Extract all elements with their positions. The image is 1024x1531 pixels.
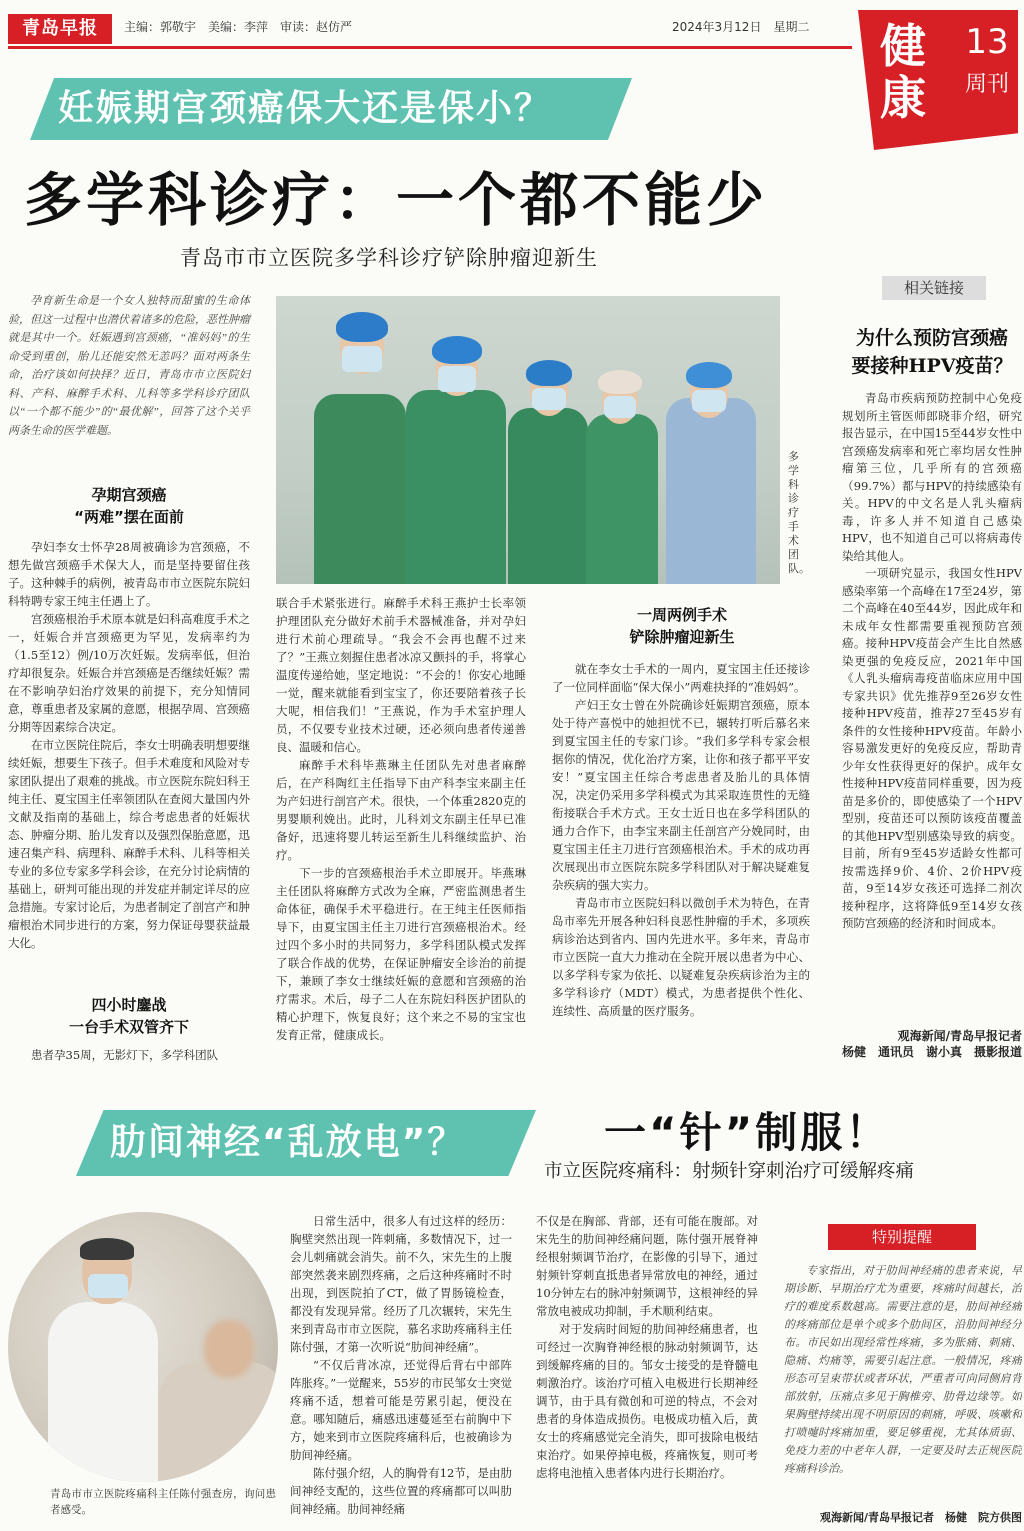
surgical-cap (336, 312, 388, 342)
paragraph: 陈付强介绍，人的胸骨有12节，是由肋间神经支配的，这些位置的疼痛都可以叫肋间神经痛。肋间神经痛 (290, 1466, 512, 1516)
patient-figure (158, 1362, 278, 1482)
surgical-cap (598, 370, 642, 394)
doctor-figure (48, 1302, 158, 1482)
surgical-cap (686, 362, 732, 388)
sidebar-title: 为什么预防宫颈癌 要接种HPV疫苗？ (851, 327, 1013, 377)
story2-headline: 一“针”制服！ (604, 1108, 891, 1157)
surgical-team-photo (276, 296, 780, 584)
reminder-text: 专家指出，对于肋间神经痛的患者来说，早期诊断、早期治疗尤为重要，疼痛时间越长，治疗的难度系数越高。需要注意的是，肋间神经痛的疼痛部位是单个或多个肋间区，沿肋间神经分布。市民如出现经常性疼痛，多为胀痛、刺痛、隐痛、灼痛等，需要引起注意。一般情况，疼痛形态可呈束带状或者环状，严重者可向同侧肩背部放射，压痛点多见于胸椎旁、肋骨边缘等。如果胸壁持续出现不明原因的刺痛，呼吸、咳嗽和打喷嚏时疼痛加重，要足够重视，尤其体质弱、免疫力差的中老年人群，一定要及时去正规医院疼痛科诊治。 (784, 1265, 1022, 1475)
related-link-tag: 相关链接 (882, 276, 986, 300)
column-f (536, 1212, 758, 1528)
issue-date: 2024年3月12日 星期二 (672, 20, 810, 34)
story2-kicker: 肋间神经“乱放电”？ (110, 1122, 466, 1163)
team-member-figure (406, 390, 506, 584)
newspaper-logo: 青岛早报 (8, 14, 112, 44)
story1-subhead: 青岛市市立医院多学科诊疗铲除肿瘤迎新生 (180, 246, 598, 270)
paragraph: 麻醉手术科毕燕琳主任团队先对患者麻醉后，在产科陶红主任指导下由产科李宝来副主任为产妇进行剖宫产术。很快，一个体重2820克的男婴顺利娩出。此时，儿科刘文东副主任早已准备好，迅速将婴儿转运至新生儿科继续监护、治疗。 (276, 758, 526, 862)
section-a-title: 孕期宫颈癌 “两难”摆在面前 (74, 486, 184, 526)
section-b-title: 四小时鏖战 一台手术双管齐下 (68, 996, 189, 1036)
special-reminder-tag: 特别提醒 (828, 1224, 976, 1250)
section-c-title: 一周两例手术 铲除肿瘤迎新生 (629, 606, 735, 646)
column-b (276, 594, 526, 1064)
editor-credits: 主编：郭敬宇 美编：李萍 审读：赵仿严 (124, 20, 353, 34)
surgical-mask (692, 390, 726, 412)
sidebar-byline: 观海新闻/青岛早报记者 杨健 通讯员 谢小真 摄影报道 (841, 1029, 1022, 1059)
paragraph: “不仅后背冰凉，还觉得后背右中部阵阵胀疼。”一觉醒来，55岁的市民邹女士突觉疼痛不适，想着可能是劳累引起，便没在意。哪知随后，痛感迅速蔓延至右前胸中下方，她来到市立医院疼痛科后，也被确诊为肋间神经痛。 (290, 1358, 512, 1462)
paragraph: 宫颈癌根治手术原本就是妇科高难度手术之一，妊娠合并宫颈癌更为罕见，发病率约为（1.5至12）例/10万次妊娠。发病率低，但治疗却很复杂。妊娠合并宫颈癌是否继续妊娠？需在不影响孕妇治疗效果的前提下，充分知情同意，尊重患者及家属的意愿，根据孕周、宫颈癌分期等因素综合决定。 (8, 612, 250, 734)
paragraph: 一项研究显示，我国女性HPV感染率第一个高峰在17至24岁，第二个高峰在40至44岁，因此成年和未成年女性都需要重视预防宫颈癌。接种HPV疫苗会产生比自然感染更强的免疫反应，2021年中国《人乳头瘤病毒疫苗临床应用中国专家共识》优先推荐9至26岁女性接种HPV疫苗，推荐27至45岁有条件的女性接种HPV疫苗。年龄小容易激发更好的免疫反应，帮助青少年女性获得更好的保护。成年女性接种HPV疫苗同样重要，因为疫苗是多价的，即使感染了一个HPV型别，疫苗还可以预防该疫苗覆盖的其他HPV型别感染导致的病变。目前，所有9至45岁适龄女性都可按需选择9价、4价、2价HPV疫苗，9至14岁女孩还可选择二剂次接种程序，这将降低9至14岁女孩预防宫颈癌的经济和时间成本。 (842, 566, 1022, 930)
paragraph: 青岛市市立医院妇科以微创手术为特色，在青岛市率先开展各种妇科良恶性肿瘤的手术，多项疾病诊治达到省内、国内先进水平。多年来，青岛市市立医院一直大力推动在全院开展以患者为中心、以多学科专家为依托、以疑难复杂疾病诊治为主的多学科诊疗（MDT）模式，为患者提供个性化、连续性、高质量的医疗服务。 (552, 896, 810, 1018)
paragraph: 下一步的宫颈癌根治手术立即展开。毕燕琳主任团队将麻醉方式改为全麻，严密监测患者生命体征，确保手术平稳进行。在王纯主任医师指导下，由夏宝国主任主刀进行宫颈癌根治术。经过四个多小时的共同努力，多学科团队模式发挥了联合作战的优势，在保证肿瘤安全诊治的前提下，兼顾了李女士继续妊娠的意愿和宫颈癌的治疗需求。术后，母子二人在东院妇科医护团队的精心护理下，恢复良好；这个来之不易的宝宝也发育正常，健康成长。 (276, 866, 526, 1042)
column-a-continued (8, 1046, 250, 1064)
paragraph: 对于发病时间短的肋间神经痛患者，也可经过一次胸脊神经根的脉动射频调节，达到缓解疼痛的目的。邹女士接受的是脊髓电刺激治疗。该治疗可植入电极进行长期神经调节，由于具有微创和可逆的特点，不会对患者的身体造成损伤。电极成功植入后，黄女士的疼痛感觉完全消失，即可拔除电极结束治疗。如果停掉电极，疼痛恢复，则可考虑将电池植入患者体内进行长期治疗。 (536, 1322, 758, 1480)
paragraph: 就在李女士手术的一周内，夏宝国主任还接诊了一位同样面临“保大保小”两难抉择的“准妈妈”。 (552, 662, 810, 694)
doctor-patient-photo (8, 1212, 278, 1482)
surgical-cap (432, 336, 482, 364)
team-member-figure (314, 394, 406, 584)
page-label: 周刊 (964, 72, 1009, 97)
column-e (290, 1212, 512, 1528)
photo-caption: 多学科诊疗手术团队。 (788, 450, 810, 575)
story1-lede: 孕育新生命是一个女人独特而甜蜜的生命体验，但这一过程中也潜伏着诸多的危险，恶性肿瘤就是其中一个。妊娠遇到宫颈癌，“准妈妈”的生命受到重创，胎儿还能安然无恙吗？面对两条生命，治疗该如何抉择？近日，青岛市市立医院妇科、产科、麻醉手术科、儿科等多学科诊疗团队以“一个都不能少”的“最优解”，回答了这个关乎两条生命的医学难题。 (8, 295, 250, 437)
team-member-figure (666, 398, 756, 584)
paragraph: 患者孕35周，无影灯下，多学科团队 (31, 1048, 219, 1062)
column-a (8, 538, 250, 988)
column-c (552, 660, 810, 1064)
story2-byline: 观海新闻/青岛早报记者 杨健 院方供图 (819, 1511, 1022, 1524)
section-name: 健康 (880, 19, 928, 125)
paragraph: 产妇王女士曾在外院确诊妊娠期宫颈癌，原本处于待产喜悦中的她担忧不已，辗转打听后慕名来到夏宝国主任的专家门诊。“我们多学科专家会根据你的情况，优化治疗方案，让你和孩子都平平安安！”夏宝国主任综合考虑患者及胎儿的具体情况，决定仍采用多学科模式为其采取连贯性的无缝衔接联合手术方式。王女士近日也在多学科团队的通力合作下，由李宝来副主任剖宫产分娩同时，由夏宝国主任主刀进行宫颈癌根治术。手术的成功再次展现出市立医院东院多学科团队对于解决疑难复杂疾病的强大实力。 (552, 698, 810, 892)
surgical-mask (438, 366, 476, 392)
masthead-rule (8, 46, 852, 49)
surgical-mask (342, 346, 382, 372)
page-number: 13 (965, 22, 1009, 62)
patient-face (204, 1320, 254, 1378)
team-member-figure (586, 414, 658, 584)
photo-caption: 青岛市市立医院疼痛科主任陈付强查房，询问患者感受。 (50, 1488, 276, 1516)
paragraph: 日常生活中，很多人有过这样的经历：胸壁突然出现一阵刺痛，多数情况下，过一会儿刺痛就会消失。前不久，宋先生的上腹部突然袭来剧烈疼痛，之后这种疼痛时不时出现，到医院拍了CT，做了胃肠镜检查，都没有发现异常。经历了几次辗转，宋先生来到青岛市市立医院，慕名求助疼痛科主任陈付强，才第一次听说“肋间神经痛”。 (290, 1214, 512, 1354)
surgical-mask (532, 388, 566, 410)
paragraph: 不仅是在胸部、背部，还有可能在腹部。对宋先生的肋间神经痛问题，陈付强开展脊神经根射频调节治疗，在影像的引导下，通过射频针穿刺直抵患者异常放电的神经，通过10分钟左右的脉冲射频调节，这根神经的异常放电被成功抑制，手术顺利结束。 (536, 1214, 758, 1318)
surgical-cap (526, 360, 572, 386)
surgical-mask (604, 396, 636, 418)
paragraph: 联合手术紧张进行。麻醉手术科王燕护士长率领护理团队充分做好术前手术器械准备，并对孕妇进行术前心理疏导。“我会不会再也醒不过来了？”王燕立刻握住患者冰凉又颤抖的手，将掌心温度传递给她，坚定地说：“不会的！你安心地睡一觉，醒来就能看到宝宝了，你还要陪着孩子长大呢，相信我们！”王燕说，作为手术室护理人员，不仅要专业技术过硬，还必须向患者传递善良、温暖和信心。 (276, 596, 526, 754)
story1-headline: 多学科诊疗：一个都不能少 (24, 166, 769, 234)
surgical-mask (88, 1274, 128, 1298)
doctor-hair (80, 1238, 134, 1260)
paragraph: 在市立医院住院后，李女士明确表明想要继续妊娠，想要生下孩子。但手术难度和风险对专家团队提出了艰难的挑战。市立医院东院妇科王纯主任、夏宝国主任率领团队在查阅大量国内外文献及指南的基础上，综合考虑患者的妊娠状态、肿瘤分期、胎儿发育以及强烈保胎意愿，迅速召集产科、病理科、麻醉手术科、儿科等相关专业的多位专家多学科会诊，在充分讨论病情的基础上，研判可能出现的并发症并制定详尽的应急措施。专家讨论后，为患者制定了剖宫产和肿瘤根治术同步进行的方案，努力保证母婴获益最大化。 (8, 738, 250, 950)
team-member-figure (508, 408, 588, 584)
story1-kicker: 妊娠期宫颈癌保大还是保小？ (58, 88, 553, 129)
story2-subhead: 市立医院疼痛科：射频针穿刺治疗可缓解疼痛 (544, 1161, 915, 1182)
paragraph: 孕妇李女士怀孕28周被确诊为宫颈癌，不想先做宫颈癌手术保大人，而是坚持要留住孩子。这种棘手的病例，被青岛市市立医院东院妇科特聘专家王纯主任遇上了。 (8, 540, 250, 608)
paragraph: 青岛市疾病预防控制中心免疫规划所主管医师郎晓菲介绍，研究报告显示，在中国15至44岁女性中宫颈癌发病率和死亡率均居女性肿瘤第三位，几乎所有的宫颈癌（99.7%）都与HPV的持续感染有关。HPV的中文名是人乳头瘤病毒，许多人并不知道自己感染HPV，也不知道自己可以将病毒传染给其他人。 (842, 391, 1022, 563)
sidebar-text (842, 390, 1022, 1026)
